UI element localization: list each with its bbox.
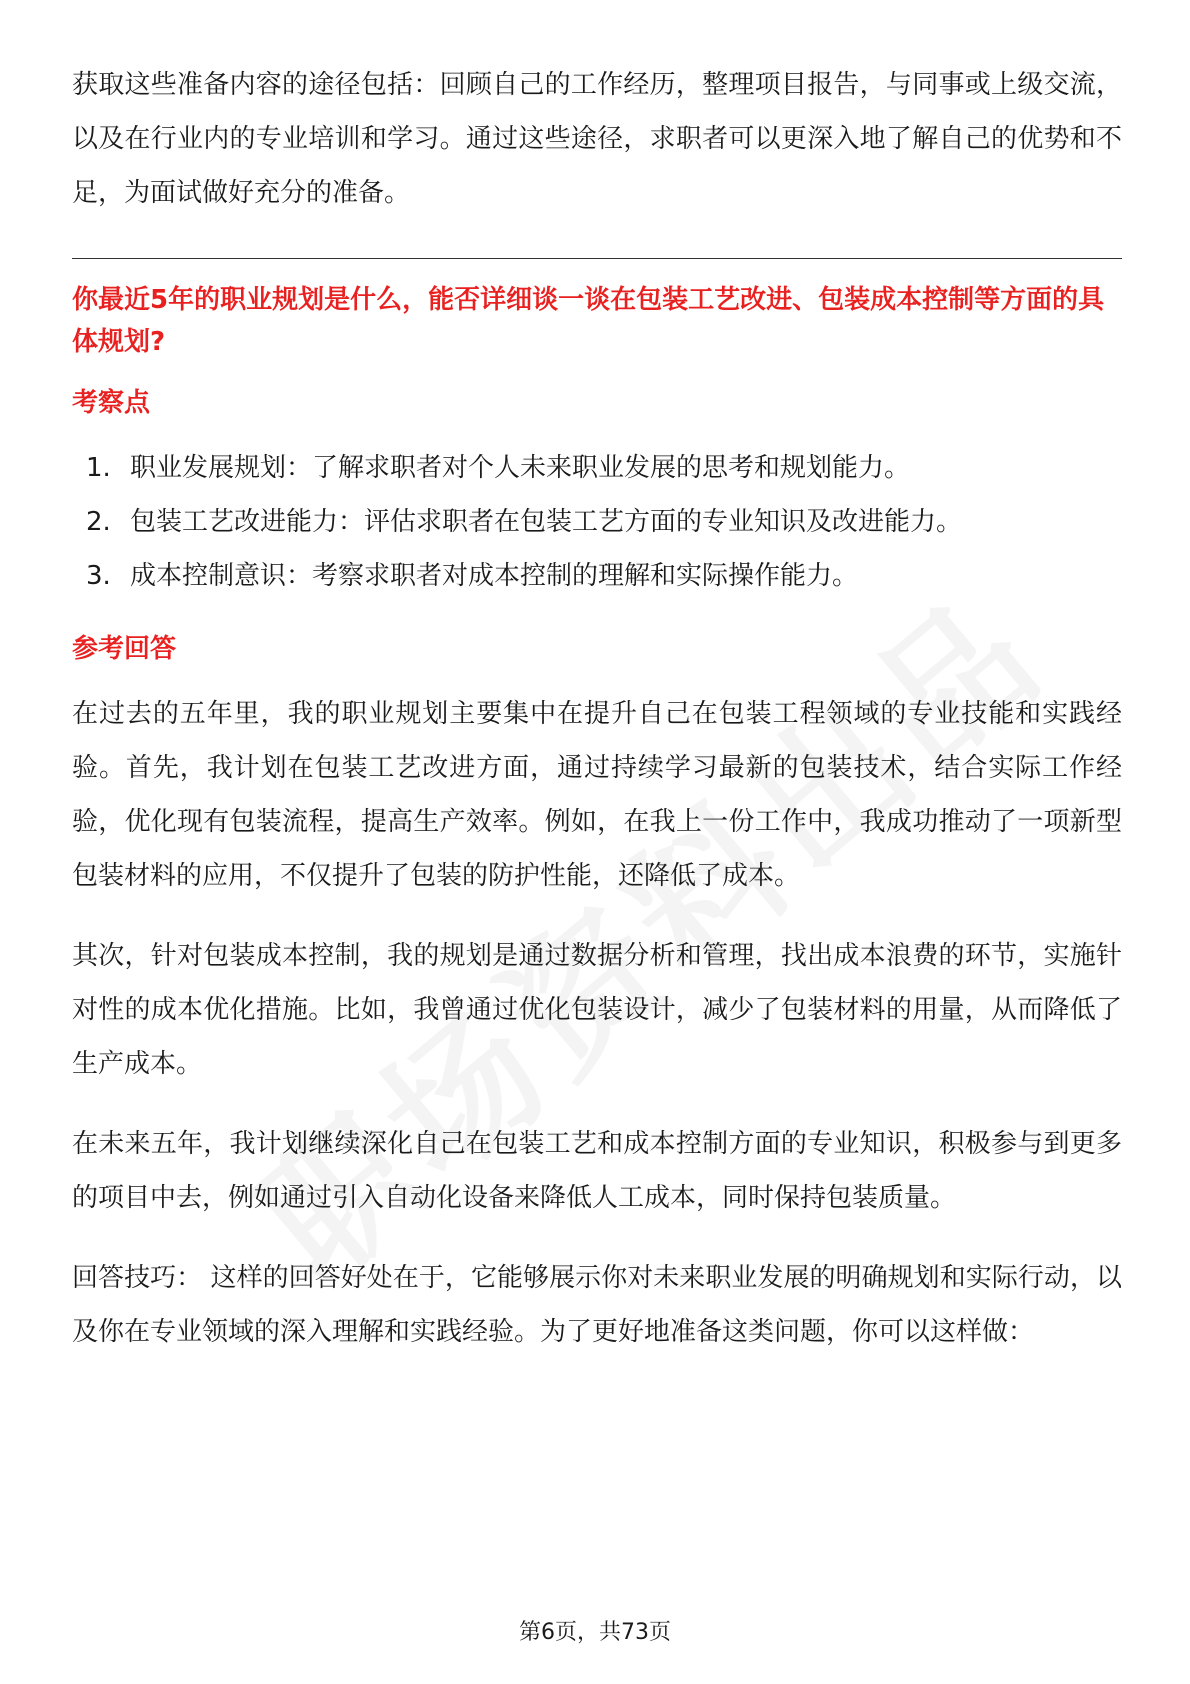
list-item [72,495,1122,549]
list-item-number: 2. [86,507,111,537]
list-item-text: 职业发展规划：了解求职者对个人未来职业发展的思考和规划能力。 [130,453,911,483]
list-item [72,441,1122,495]
page-content [72,58,1122,1359]
spacer [72,220,1122,258]
assessment-points [72,441,1122,603]
answer-paragraph: 在过去的五年里，我的职业规划主要集中在提升自己在包装工程领域的专业技能和实践经验。首先，我计划在包装工艺改进方面，通过持续学习最新的包装技术，结合实际工作经验，优化现有包装流程，提高生产效率。例如，在我上一份工作中，我成功推动了一项新型包装材料的应用，不仅提升了包装的防护性能，还降低了成本。 [72,699,1122,891]
answer-paragraph: 其次，针对包装成本控制，我的规划是通过数据分析和管理，找出成本浪费的环节，实施针对性的成本优化措施。比如，我曾通过优化包装设计，减少了包装材料的用量，从而降低了生产成本。 [72,941,1122,1079]
assessment-heading: 考察点 [72,388,151,418]
list-item-number: 3. [86,561,111,591]
list-item-text: 成本控制意识：考察求职者对成本控制的理解和实际操作能力。 [130,561,859,591]
list-item-number: 1. [86,453,111,483]
page-footer: 第6页，共73页 [519,1620,671,1645]
intro-paragraph: 获取这些准备内容的途径包括：回顾自己的工作经历，整理项目报告，与同事或上级交流，以及在行业内的专业培训和学习。通过这些途径，求职者可以更深入地了解自己的优势和不足，为面试做好充分的准备。 [72,70,1122,208]
list-item [72,549,1122,603]
answer-paragraph: 在未来五年，我计划继续深化自己在包装工艺和成本控制方面的专业知识，积极参与到更多的项目中去，例如通过引入自动化设备来降低人工成本，同时保持包装质量。 [72,1129,1122,1213]
answer-heading: 参考回答 [72,634,177,664]
list-item-text: 包装工艺改进能力：评估求职者在包装工艺方面的专业知识及改进能力。 [130,507,963,537]
section-divider [72,258,1122,259]
question-title: 你最近5年的职业规划是什么，能否详细谈一谈在包装工艺改进、包装成本控制等方面的具体规划? [72,285,1105,357]
answer-tips-paragraph: 回答技巧： 这样的回答好处在于，它能够展示你对未来职业发展的明确规划和实际行动，以及你在专业领域的深入理解和实践经验。为了更好地准备这类问题，你可以这样做： [72,1263,1122,1347]
